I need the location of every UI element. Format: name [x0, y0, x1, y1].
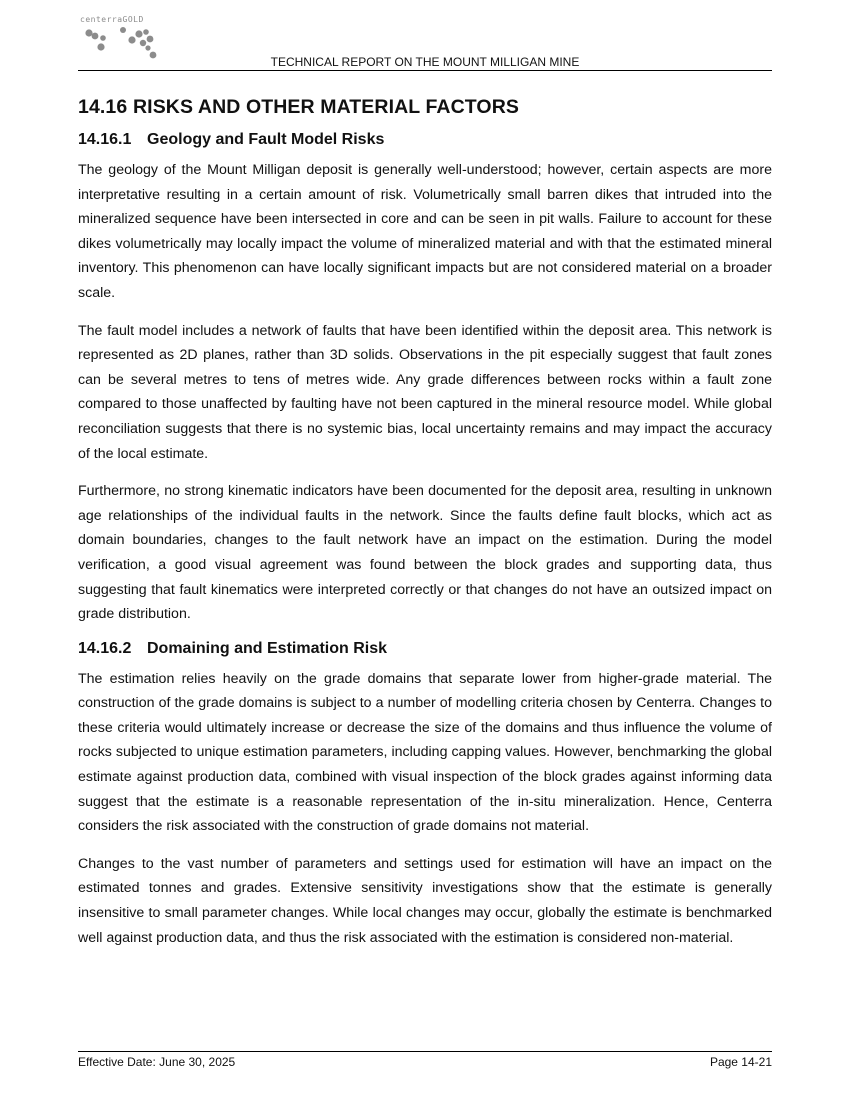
- section-number: 14.16: [78, 96, 128, 118]
- subsection-number: 14.16.1: [78, 131, 132, 148]
- subsection-title-text: Geology and Fault Model Risks: [147, 131, 385, 148]
- paragraph-estimation-parameters: Changes to the vast number of parameters and settings used for estimation will have an impact on the estimated tonnes and grades. Extensive sensitivity investigations show that the estimate is generally insensitive to small parameter changes. While local changes may occur, globally the estimate is benchmarked well against production data, and thus the risk associated with the estimation is considered non-material.: [78, 855, 772, 946]
- logo-wordmark: centerraGOLD: [80, 15, 144, 24]
- subsection-heading-domaining: [78, 640, 772, 658]
- subsection-heading-geology: [78, 131, 772, 149]
- document-body: [78, 96, 772, 963]
- paragraph-fault-model: The fault model includes a network of faults that have been identified within the deposit area. This network is represented as 2D planes, rather than 3D solids. Observations in the pit especially suggest that fault zones can be several metres to tens of metres wide. Any grade differences between rocks within a fault zone compared to those unaffected by faulting have not been captured in the mineral resource model. While global reconciliation suggests that there is no systemic bias, local uncertainty remains and may impact the accuracy of the local estimate.: [78, 322, 772, 462]
- paragraph-kinematic-indicators: Furthermore, no strong kinematic indicators have been documented for the deposit area, resulting in unknown age relationships of the individual faults in the network. Since the faults define fault blocks, which act as domain boundaries, changes to the fault network have an impact on the estimation. During the model verification, a good visual agreement was found between the block grades and supporting data, thus suggesting that fault kinematics were interpreted correctly or that changes do not have an outsized impact on grade distribution.: [78, 483, 772, 623]
- header-divider: [78, 70, 772, 71]
- footer-divider: [78, 1051, 772, 1052]
- subsection-title-text: Domaining and Estimation Risk: [147, 639, 388, 657]
- section-heading: [78, 96, 772, 119]
- subsection-number: 14.16.2: [78, 639, 132, 657]
- paragraph-grade-domains: The estimation relies heavily on the grade domains that separate lower from higher-grade material. The construction of the grade domains is subject to a number of modelling criteria chosen by Centerra. Changes to these criteria would ultimately increase or decrease the size of the domains and thus influence the volume of rocks subjected to unique estimation parameters, including capping values. However, benchmarking the global estimate against production data, combined with visual inspection of the block grades against informing data suggest that the estimate is a reasonable representation of the in-situ mineralization. Hence, Centerra considers the risk associated with the construction of grade domains not material.: [78, 670, 772, 835]
- report-header-title: TECHNICAL REPORT ON THE MOUNT MILLIGAN MINE: [270, 55, 580, 69]
- page-number: Page 14-21: [709, 1055, 772, 1069]
- effective-date: Effective Date: June 30, 2025: [78, 1055, 236, 1069]
- section-title-text: RISKS AND OTHER MATERIAL FACTORS: [133, 96, 519, 118]
- paragraph-geology-understanding: The geology of the Mount Milligan deposit is generally well-understood; however, certain aspects are more interpretative resulting in a certain amount of risk. Volumetrically small barren dikes that intruded into the mineralized sequence have been intersected in core and can be seen in pit walls. Failure to account for these dikes volumetrically may locally impact the volume of mineralized material and with that the estimated mineral inventory. This phenomenon can have locally significant impacts but are not considered material on a broader scale.: [78, 162, 772, 301]
